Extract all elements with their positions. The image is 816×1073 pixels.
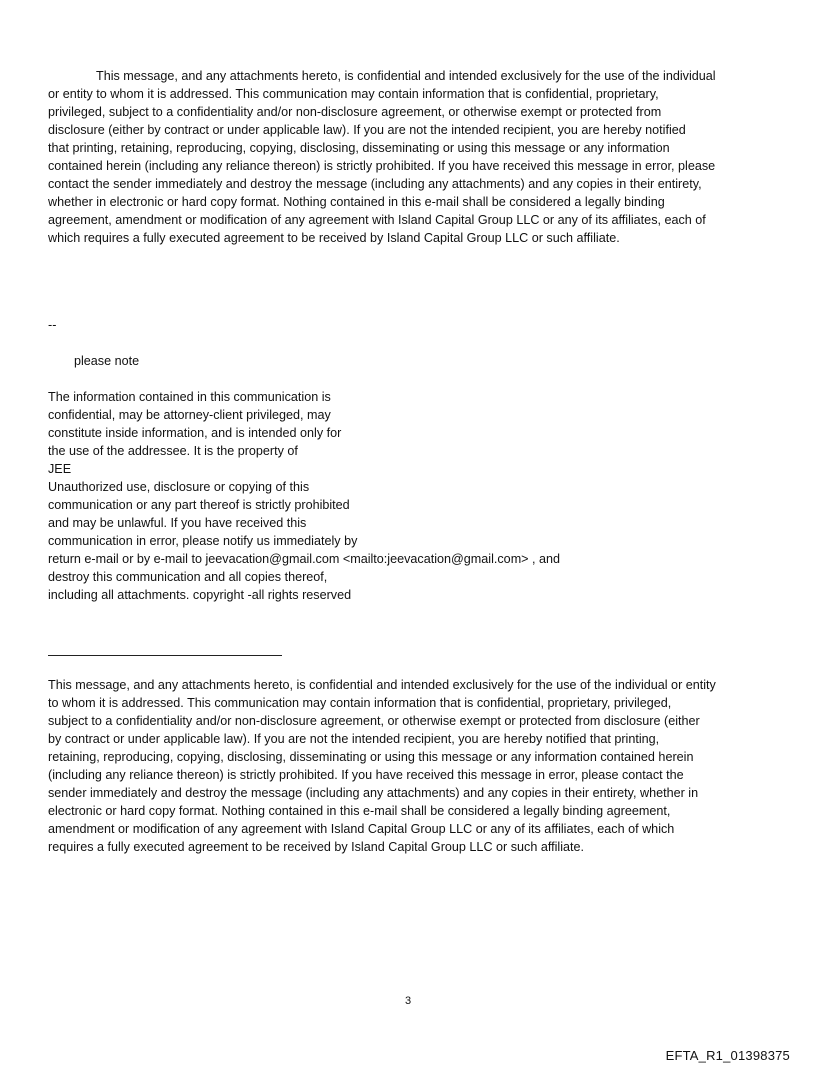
notice-line: and may be unlawful. If you have received this [48, 516, 307, 530]
disclaimer-top-line: disclosure (either by contract or under applicable law). If you are not the intended recipient, you are hereby notified [48, 123, 686, 137]
notice-line: confidential, may be attorney-client privileged, may [48, 408, 331, 422]
disclaimer-top-line: contained herein (including any reliance thereon) is strictly prohibited. If you have received this message in error, please [48, 159, 716, 173]
notice-line: return e-mail or by e-mail to jeevacation@gmail.com <mailto:jeevacation@gmail.com> , and [48, 552, 561, 566]
disclaimer-bottom-line: by contract or under applicable law). If you are not the intended recipient, you are hereby notified that printing, [48, 732, 660, 746]
disclaimer-top-line: privileged, subject to a confidentiality and/or non-disclosure agreement, or otherwise exempt or protected from [48, 105, 662, 119]
notice-line: the use of the addressee. It is the property of [48, 444, 298, 458]
disclaimer-bottom-line: sender immediately and destroy the message (including any attachments) and any copies in their entirety, whether in [48, 786, 699, 800]
disclaimer-bottom-line: (including any reliance thereon) is strictly prohibited. If you have received this message in error, please contact the [48, 768, 684, 782]
notice-line: Unauthorized use, disclosure or copying of this [48, 480, 310, 494]
disclaimer-top-line: agreement, amendment or modification of any agreement with Island Capital Group LLC or any of its affiliates, each of [48, 213, 706, 227]
notice-line: communication or any part thereof is strictly prohibited [48, 498, 350, 512]
disclaimer-top-line: contact the sender immediately and destroy the message (including any attachments) and any copies in their entirety, [48, 177, 702, 191]
notice-line: destroy this communication and all copies thereof, [48, 570, 328, 584]
confidentiality-notice [48, 388, 648, 604]
disclaimer-bottom-line: amendment or modification of any agreement with Island Capital Group LLC or any of its affiliates, each of which [48, 822, 675, 836]
disclaimer-top-line: whether in electronic or hard copy format. Nothing contained in this e-mail shall be considered a legally binding [48, 195, 665, 209]
disclaimer-bottom-line: subject to a confidentiality and/or non-disclosure agreement, or otherwise exempt or protected from disclosure (either [48, 714, 700, 728]
disclaimer-top-line: that printing, retaining, reproducing, copying, disclosing, disseminating or using this message or any information [48, 141, 670, 155]
disclaimer-bottom-line: retaining, reproducing, copying, disclosing, disseminating or using this message or any information contained herein [48, 750, 694, 764]
disclaimer-bottom-line: This message, and any attachments hereto, is confidential and intended exclusively for the use of the individual or entity [48, 678, 716, 692]
bates-stamp: EFTA_R1_01398375 [665, 1048, 790, 1063]
disclaimer-top-line: which requires a fully executed agreement to be received by Island Capital Group LLC or such affiliate. [48, 231, 620, 245]
horizontal-rule [48, 655, 282, 656]
disclaimer-bottom-line: requires a fully executed agreement to be received by Island Capital Group LLC or such affiliate. [48, 840, 585, 854]
disclaimer-bottom-line: to whom it is addressed. This communication may contain information that is confidential, proprietary, privileged, [48, 696, 672, 710]
notice-line: constitute inside information, and is intended only for [48, 426, 342, 440]
signature-separator: -- [48, 318, 57, 332]
disclaimer-top-line: This message, and any attachments hereto, is confidential and intended exclusively for the use of the individual [96, 69, 716, 83]
page-number: 3 [404, 995, 412, 1007]
note-heading: please note [74, 354, 140, 368]
notice-line: The information contained in this communication is [48, 390, 331, 404]
notice-line: communication in error, please notify us immediately by [48, 534, 358, 548]
notice-line: including all attachments. copyright -all rights reserved [48, 588, 352, 602]
notice-line: JEE [48, 462, 72, 476]
disclaimer-bottom-line: electronic or hard copy format. Nothing contained in this e-mail shall be considered a legally binding agreement, [48, 804, 671, 818]
disclaimer-paragraph-top [48, 67, 772, 247]
disclaimer-paragraph-bottom [48, 676, 772, 856]
disclaimer-top-line: or entity to whom it is addressed. This communication may contain information that is confidential, proprietary, [48, 87, 659, 101]
